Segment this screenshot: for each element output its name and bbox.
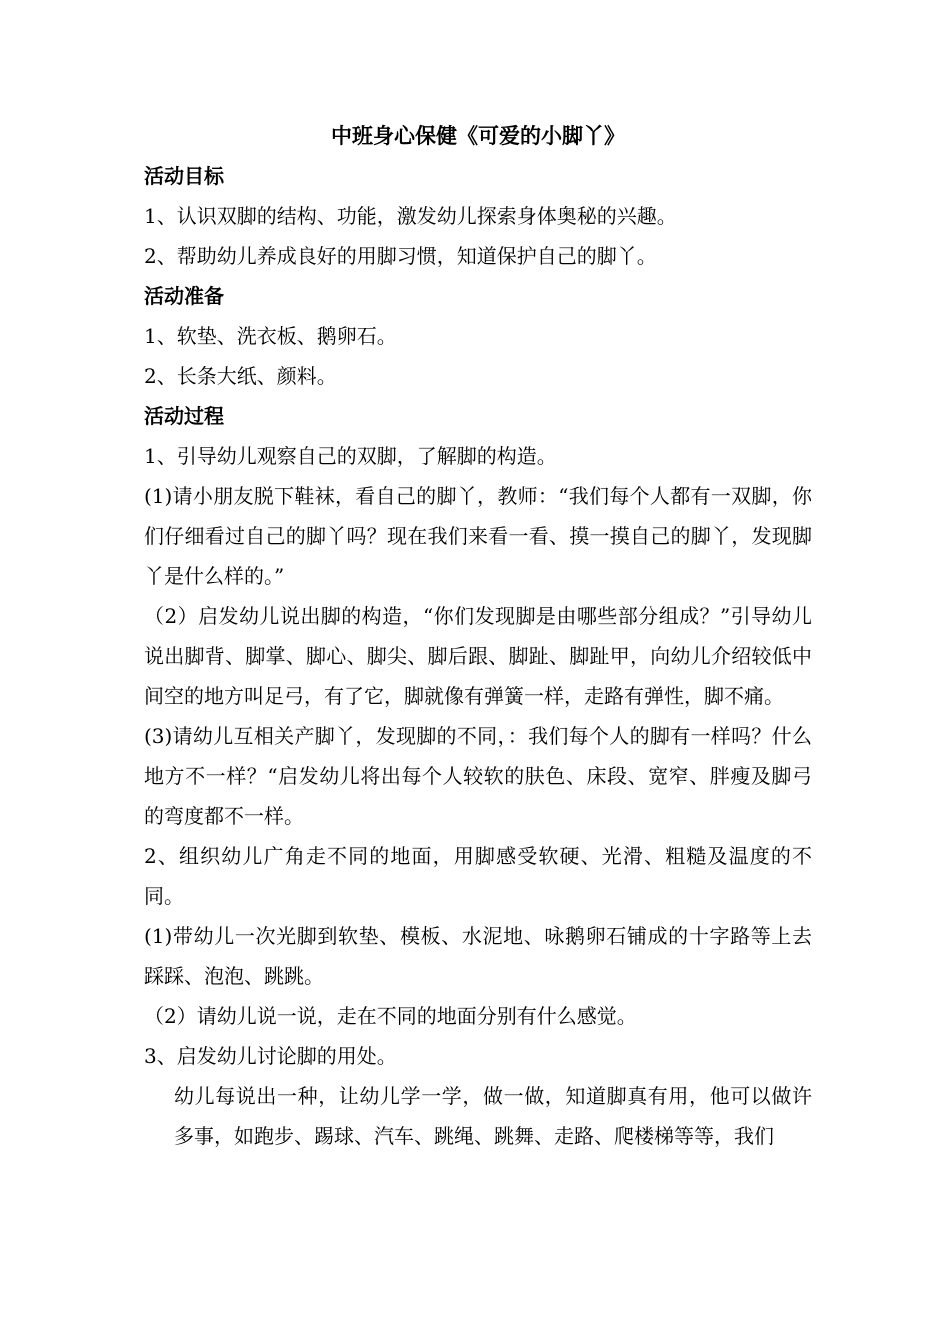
paragraph: 1、认识双脚的结构、功能，激发幼儿探索身体奥秘的兴趣。 — [144, 204, 677, 228]
paragraph: （2）启发幼儿说出脚的构造，“你们发现脚是由哪些部分组成？”引导幼儿说出脚背、脚掌、脚心、脚尖、脚后跟、脚趾、脚趾甲，向幼儿介绍较低中间空的地方叫足弓，有了它，脚就像有弹簧一样，走路有弹性，脚不痛。 — [144, 604, 812, 708]
paragraph: (3)请幼儿互相关产脚丫，发现脚的不同，：我们每个人的脚有一样吗？什么地方不一样？“启发幼儿将出每个人较软的肤色、床段、宽窄、胖瘦及脚弓的弯度都不一样。 — [144, 724, 812, 828]
section-heading-process: 活动过程 — [144, 404, 224, 428]
paragraph: 2、帮助幼儿养成良好的用脚习惯，知道保护自己的脚丫。 — [144, 244, 657, 268]
paragraph: 幼儿每说出一种，让幼儿学一学，做一做，知道脚真有用，他可以做许多事，如跑步、踢球、汽车、跳绳、跳舞、走路、爬楼梯等等，我们 — [174, 1084, 812, 1148]
section-heading-goals: 活动目标 — [144, 164, 224, 188]
paragraph: 1、引导幼儿观察自己的双脚，了解脚的构造。 — [144, 444, 557, 468]
paragraph: 3、启发幼儿讨论脚的用处。 — [144, 1044, 397, 1068]
section-heading-preparation: 活动准备 — [144, 284, 224, 308]
document-title: 中班身心保健《可爱的小脚丫》 — [331, 123, 625, 148]
paragraph: （2）请幼儿说一说，走在不同的地面分别有什么感觉。 — [144, 1004, 637, 1028]
paragraph: 2、组织幼儿广角走不同的地面，用脚感受软硬、光滑、粗糙及温度的不同。 — [144, 844, 812, 908]
document-body — [144, 116, 812, 1156]
paragraph: (1)请小朋友脱下鞋袜，看自己的脚丫，教师：“我们每个人都有一双脚，你们仔细看过自己的脚丫吗？现在我们来看一看、摸一摸自己的脚丫，发现脚丫是什么样的。” — [144, 484, 812, 588]
paragraph: 1、软垫、洗衣板、鹅卵石。 — [144, 324, 397, 348]
paragraph: (1)带幼儿一次光脚到软垫、模板、水泥地、咏鹅卵石铺成的十字路等上去踩踩、泡泡、跳跳。 — [144, 924, 812, 988]
paragraph: 2、长条大纸、颜料。 — [144, 364, 337, 388]
